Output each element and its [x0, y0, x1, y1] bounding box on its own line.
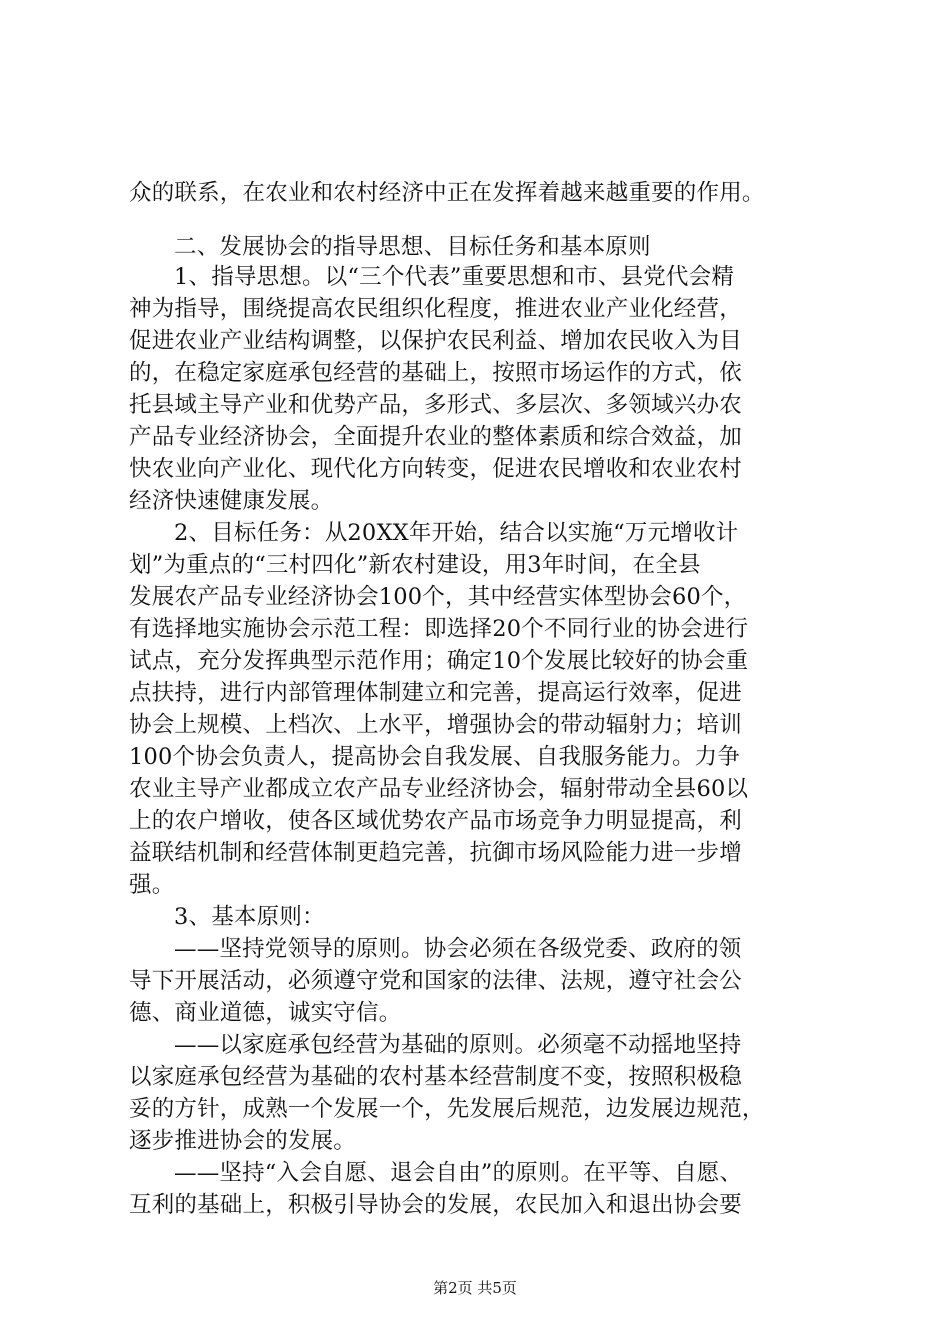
paragraph-line: 逐步推进协会的发展。 [129, 1128, 357, 1154]
paragraph-line: 100个协会负责人，提高协会自我发展、自我服务能力。力争 [129, 744, 741, 770]
paragraph-line: ——坚持“入会自愿、退会自由”的原则。在平等、自愿、 [174, 1160, 743, 1186]
paragraph-line: 益联结机制和经营体制更趋完善，抗御市场风险能力进一步增 [129, 840, 742, 866]
paragraph-line: ——坚持党领导的原则。协会必须在各级党委、政府的领 [174, 936, 742, 962]
subsection-heading: 3、基本原则： [174, 904, 325, 930]
paragraph-line: 导下开展活动，必须遵守党和国家的法律、法规，遵守社会公 [129, 968, 742, 994]
paragraph-line: 妥的方针，成熟一个发展一个，先发展后规范，边发展边规范， [129, 1096, 765, 1122]
paragraph-line: 德、商业道德，诚实守信。 [129, 1000, 402, 1026]
paragraph-line: 神为指导，围绕提高农民组织化程度，推进农业产业化经营， [129, 296, 742, 322]
paragraph-line: 强。 [129, 872, 175, 898]
paragraph-line: 经济快速健康发展。 [129, 488, 334, 514]
paragraph-line: 托县域主导产业和优势产品，多形式、多层次、多领域兴办农 [129, 392, 742, 418]
page-number-footer: 第2页 共5页 [433, 1279, 517, 1297]
paragraph-line: 互利的基础上，积极引导协会的发展，农民加入和退出协会要 [129, 1192, 742, 1218]
paragraph-line: 农业主导产业都成立农产品专业经济协会，辐射带动全县60以 [129, 776, 749, 802]
paragraph-line: 试点，充分发挥典型示范作用；确定10个发展比较好的协会重 [129, 648, 749, 674]
paragraph-line: 划”为重点的“三村四化”新农村建设，用3年时间，在全县 [129, 552, 701, 578]
paragraph-line: 发展农产品专业经济协会100个，其中经营实体型协会60个， [129, 584, 747, 610]
paragraph-line: 以家庭承包经营为基础的农村基本经营制度不变，按照积极稳 [129, 1064, 742, 1090]
paragraph-line: 众的联系，在农业和农村经济中正在发挥着越来越重要的作用。 [129, 180, 765, 206]
paragraph-line: ——以家庭承包经营为基础的原则。必须毫不动摇地坚持 [174, 1032, 742, 1058]
paragraph-line: 快农业向产业化、现代化方向转变，促进农民增收和农业农村 [129, 456, 742, 482]
paragraph-line: 的，在稳定家庭承包经营的基础上，按照市场运作的方式，依 [129, 360, 742, 386]
paragraph-line: 有选择地实施协会示范工程：即选择20个不同行业的协会进行 [129, 616, 749, 642]
paragraph-line: 1、指导思想。以“三个代表”重要思想和市、县党代会精 [174, 264, 735, 290]
section-heading: 二、发展协会的指导思想、目标任务和基本原则 [174, 234, 651, 260]
paragraph-line: 上的农户增收，使各区域优势农产品市场竞争力明显提高，利 [129, 808, 742, 834]
paragraph-line: 2、目标任务：从20XX年开始，结合以实施“万元增收计 [174, 520, 739, 546]
paragraph-line: 促进农业产业结构调整，以保护农民利益、增加农民收入为目 [129, 328, 742, 354]
paragraph-line: 产品专业经济协会，全面提升农业的整体素质和综合效益，加 [129, 424, 742, 450]
paragraph-line: 协会上规模、上档次、上水平，增强协会的带动辐射力；培训 [129, 712, 742, 738]
paragraph-line: 点扶持，进行内部管理体制建立和完善，提高运行效率，促进 [129, 680, 742, 706]
